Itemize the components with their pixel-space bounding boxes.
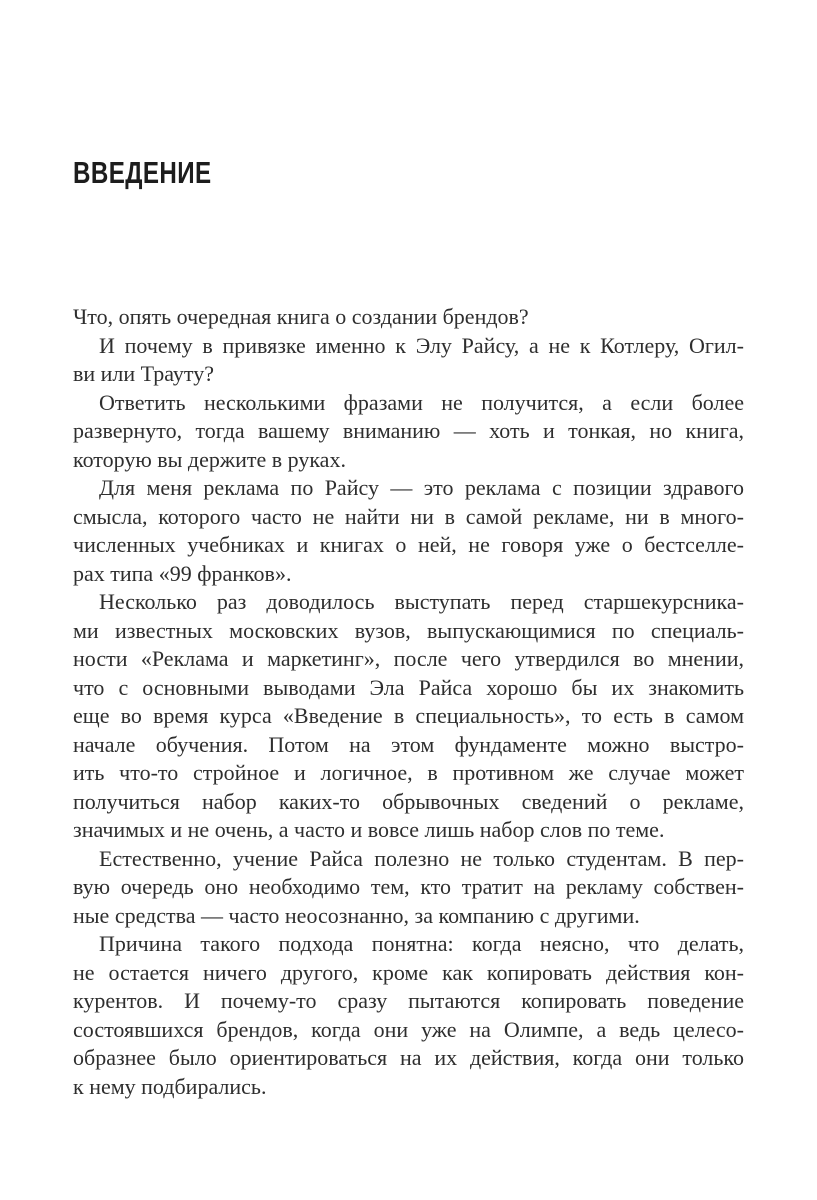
text-line: Естественно, учение Райса полезно не только студентам. В пер- bbox=[99, 845, 744, 871]
text-line: не остается ничего другого, кроме как копировать действия кон- bbox=[73, 959, 744, 985]
text-line: ви или Трауту? bbox=[73, 361, 215, 386]
paragraph bbox=[73, 474, 744, 588]
text-line: Что, опять очередная книга о создании брендов? bbox=[73, 304, 529, 329]
text-line: получиться набор каких-то обрывочных сведений о рекламе, bbox=[73, 788, 744, 814]
paragraph bbox=[73, 389, 744, 475]
text-line: состоявшихся брендов, когда они уже на Олимпе, а ведь целесо- bbox=[73, 1016, 744, 1042]
chapter-title: ВВЕДЕНИЕ bbox=[73, 155, 212, 190]
text-line: что с основными выводами Эла Райса хорошо бы их знакомить bbox=[73, 674, 744, 700]
text-line: Для меня реклама по Райсу — это реклама с позиции здравого bbox=[99, 475, 744, 500]
text-line: которую вы держите в руках. bbox=[73, 446, 346, 472]
text-line: образнее было ориентироваться на их действия, когда они только bbox=[73, 1045, 744, 1070]
text-line: ности «Реклама и маркетинг», после чего утвердился во мнении, bbox=[73, 646, 744, 671]
paragraph bbox=[73, 588, 744, 845]
text-line: ми известных московских вузов, выпускающимися по специаль- bbox=[73, 617, 744, 643]
text-line: начале обучения. Потом на этом фундаменте можно выстро- bbox=[73, 731, 744, 757]
text-line: вую очередь оно необходимо тем, кто тратит на рекламу собствен- bbox=[73, 874, 744, 899]
text-line: Несколько раз доводилось выступать перед старшекурсника- bbox=[99, 589, 744, 614]
text-line: смысла, которого часто не найти ни в самой рекламе, ни в много- bbox=[73, 503, 744, 529]
text-line: еще во время курса «Введение в специальность», то есть в самом bbox=[73, 703, 744, 728]
paragraph bbox=[73, 303, 744, 332]
text-line: к нему подбирались. bbox=[73, 1073, 267, 1099]
body-text bbox=[73, 303, 744, 1101]
text-line: значимых и не очень, а часто и вовсе лишь набор слов по теме. bbox=[73, 817, 665, 842]
text-line: рах типа «99 франков». bbox=[73, 560, 292, 586]
text-line: курентов. И почему-то сразу пытаются копировать поведение bbox=[73, 988, 744, 1013]
text-line: И почему в привязке именно к Элу Райсу, а не к Котлеру, Огил- bbox=[99, 332, 744, 358]
text-line: развернуто, тогда вашему вниманию — хоть и тонкая, но книга, bbox=[73, 418, 744, 443]
paragraph bbox=[73, 332, 744, 389]
text-line: численных учебниках и книгах о ней, не говоря уже о бестселле- bbox=[73, 532, 744, 557]
text-line: ные средства — часто неосознанно, за компанию с другими. bbox=[73, 902, 640, 928]
text-line: ить что-то стройное и логичное, в противном же случае может bbox=[73, 760, 744, 785]
paragraph bbox=[73, 845, 744, 931]
text-line: Ответить несколькими фразами не получится, а если более bbox=[99, 389, 744, 415]
text-line: Причина такого подхода понятна: когда неясно, что делать, bbox=[99, 931, 744, 956]
paragraph bbox=[73, 930, 744, 1101]
